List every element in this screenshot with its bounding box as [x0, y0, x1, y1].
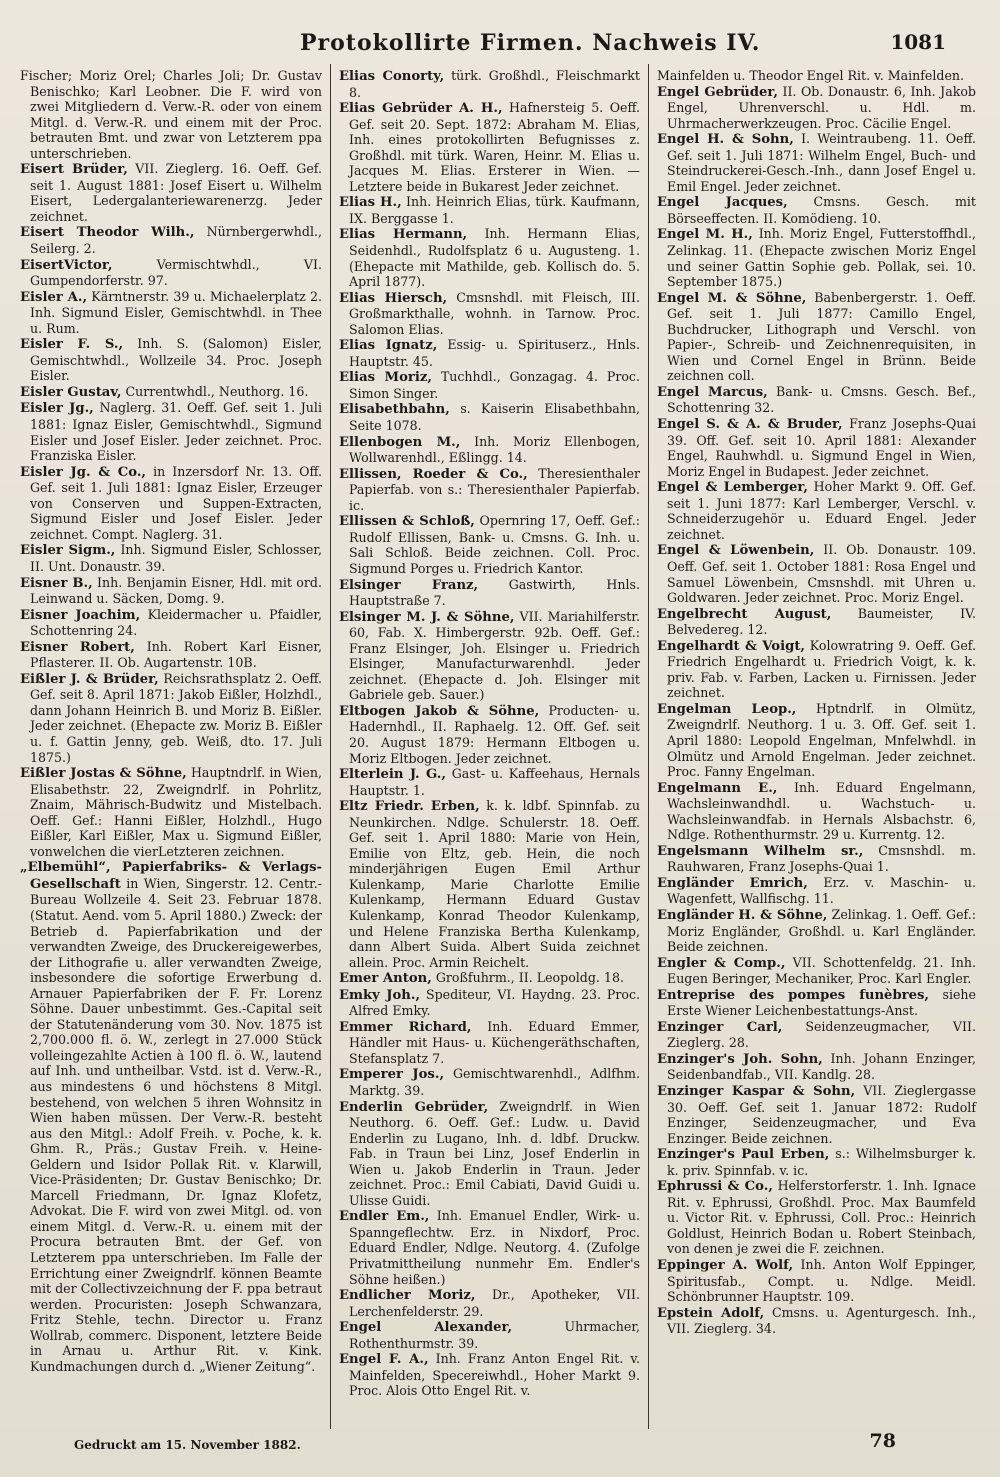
- entry-details: Erz. v. Maschin- u. Wagenfett, Wallfischg. 11.: [667, 874, 976, 907]
- directory-entry: [339, 1287, 640, 1319]
- entry-details: Kärntnerstr. 39 u. Michaelerplatz 2. Inh. Sigmund Eisler, Gemischtwhdl. in Thee u. Rum.: [30, 288, 322, 336]
- entry-details: Inh. S. (Salomon) Eisler, Gemischtwhdl., Wollzeile 34. Proc. Joseph Eisler.: [30, 336, 322, 384]
- entry-details: Essig- u. Spirituserz., Hnls. Hauptstr. 45.: [349, 337, 640, 369]
- firm-name: Elisabethbahn,: [339, 402, 450, 418]
- firm-name: Elias Hermann,: [339, 227, 468, 243]
- firm-name: Engler & Comp.,: [657, 955, 786, 971]
- directory-entry: [20, 289, 322, 337]
- entry-details: Hafnersteig 5. Oeff. Gef. seit 20. Sept. 1872: Abraham M. Elias, Inh. eines protokollirten Befugnisses z. Großhdl. mit türk. Waren, Heinr. M. Elias u. Jacques M. Elias. Ersterer in Wien. — Letztere beide in Bukarest Jeder zeichnet.: [349, 100, 640, 194]
- firm-name: Elsinger M. J. & Söhne,: [339, 609, 515, 625]
- firm-name: Ellissen & Schloß,: [339, 514, 475, 530]
- entry-details: Baumeister, IV. Belvedereg. 12.: [667, 605, 976, 638]
- entry-details: Inh. Franz Anton Engel Rit. v. Mainfelden, Specereiwhdl., Hoher Markt 9. Proc. Alois Otto Engel Rit. v.: [349, 1351, 641, 1399]
- firm-name: Engelman Leop.,: [657, 701, 797, 717]
- directory-entry: [657, 1019, 976, 1051]
- firm-name: Engelhardt & Voigt,: [657, 638, 806, 654]
- firm-name: Enderlin Gebrüder,: [339, 1099, 489, 1115]
- text-columns: [10, 64, 990, 1429]
- firm-name: Eisler Jg.,: [20, 401, 94, 417]
- firm-name: Engel F. A.,: [339, 1352, 429, 1368]
- firm-name: Eisert Theodor Wilh.,: [20, 225, 195, 241]
- directory-entry: [339, 290, 640, 338]
- directory-entry: [657, 987, 976, 1019]
- entry-details: Hoher Markt 9. Off. Gef. seit 1. Juni 1877: Karl Lemberger, Verschl. v. Schneiderzugehör u. Eduard Engel. Jeder zeichnet.: [667, 479, 976, 542]
- firm-name: Elterlein J. G.,: [339, 767, 446, 783]
- directory-entry: [20, 765, 322, 859]
- entry-details: Tuchhdl., Gonzagag. 4. Proc. Simon Singer.: [349, 369, 640, 401]
- firm-name: Eißler Jostas & Söhne,: [20, 766, 187, 782]
- firm-name: Eltz Friedr. Erben,: [339, 799, 480, 815]
- directory-entry: [339, 194, 640, 226]
- entry-details: Zelinkag. 1. Oeff. Gef.: Moriz Engländer, Großhdl. u. Karl Engländer. Beide zeichnen.: [667, 906, 976, 955]
- firm-name: Endler Em.,: [339, 1209, 430, 1225]
- directory-entry: [657, 384, 976, 416]
- entry-details: Theresienthaler Papierfab. von s.: Theresienthaler Papierfab. ic.: [349, 465, 640, 513]
- directory-entry: [657, 84, 976, 132]
- entry-details: Inh. Heinrich Elias, türk. Kaufmann, IX. Berggasse 1.: [349, 194, 640, 226]
- directory-entry: [20, 575, 322, 607]
- firm-name: Entreprise des pompes funèbres,: [657, 987, 930, 1003]
- firm-name: Eisner Joachim,: [20, 607, 141, 623]
- firm-name: Engel S. & A. & Bruder,: [657, 417, 843, 433]
- firm-name: Engel Alexander,: [339, 1320, 513, 1336]
- entry-details: Mainfelden u. Theodor Engel Rit. v. Mainfelden.: [657, 68, 965, 83]
- firm-name: Elias Moriz,: [339, 370, 432, 386]
- entry-details: s.: Wilhelmsburger k. k. priv. Spinnfab. v. ic.: [667, 1146, 976, 1178]
- entry-details: Cmsnshdl. mit Fleisch, III. Großmarkthalle, wohnh. in Tarnow. Proc. Salomon Elias.: [349, 289, 640, 337]
- firm-name: Engelmann E.,: [657, 780, 778, 796]
- firm-name: Engländer H. & Söhne,: [657, 907, 828, 923]
- firm-name: Emky Joh.,: [339, 987, 421, 1003]
- directory-entry: [339, 1351, 640, 1399]
- firm-name: Ellenbogen M.,: [339, 434, 461, 450]
- firm-name: Engel Jacques,: [657, 195, 788, 211]
- entry-details: siehe Erste Wiener Leichenbestattungs-Anst.: [667, 986, 976, 1019]
- firm-name: Epstein Adolf,: [657, 1305, 765, 1321]
- entry-details: Vermischtwhdl., VI. Gumpendorferstr. 97.: [30, 256, 322, 289]
- directory-entry: [339, 401, 640, 433]
- entry-details: Producten- u. Hadernhdl., II. Raphaelg. 12. Off. Gef. seit 20. August 1879: Hermann Eltbogen u. Moriz Eltbogen. Jeder zeichnet.: [349, 702, 640, 766]
- directory-entry: [339, 100, 640, 194]
- directory-entry: [657, 955, 976, 987]
- directory-entry: [20, 400, 322, 463]
- entry-details: Cmsnshdl. m. Rauhwaren, Franz Josephs-Quai 1.: [667, 842, 976, 875]
- entry-details: Franz Josephs-Quai 39. Off. Gef. seit 10. April 1881: Alexander Engel, Rauhwhdl. u. Sigmund Engel in Wien, Moriz Engel in Budapest. Jeder zeichnet.: [667, 416, 976, 479]
- directory-entry: [657, 1051, 976, 1083]
- firm-name: Eisler Jg. & Co.,: [20, 464, 147, 480]
- firm-name: Eisler Gustav,: [20, 384, 122, 400]
- firm-name: Engel & Löwenbein,: [657, 543, 815, 559]
- entry-details: Gemischtwarenhdl., Adlfhm. Marktg. 39.: [349, 1066, 641, 1098]
- entry-details: Inh. Robert Karl Eisner, Pflasterer. II. Ob. Augartenstr. 10B.: [30, 638, 322, 671]
- firm-name: Engel H. & Sohn,: [657, 132, 794, 148]
- entry-details: türk. Großhdl., Fleischmarkt 8.: [349, 68, 640, 100]
- entry-details: VII. Schottenfeldg. 21. Inh. Eugen Beringer, Mechaniker, Proc. Karl Engler.: [667, 954, 976, 987]
- firm-name: Enzinger's Joh. Sohn,: [657, 1051, 823, 1067]
- column-3: [648, 64, 990, 1429]
- firm-name: Eisert Brüder,: [20, 162, 128, 178]
- print-date: Gedruckt am 15. November 1882.: [74, 1438, 301, 1452]
- directory-entry: [20, 464, 322, 543]
- directory-entry: [657, 542, 976, 605]
- directory-entry: [339, 466, 640, 514]
- running-title: Protokollirte Firmen. Nachweis IV.: [300, 30, 761, 56]
- directory-entry: [339, 577, 640, 609]
- firm-name: Elias H.,: [339, 195, 402, 211]
- column-2: [330, 64, 648, 1429]
- sheet-number: 78: [869, 1430, 896, 1452]
- entry-details: Cmsns. u. Agenturgesch. Inh., VII. Zieglerg. 34.: [667, 1304, 976, 1337]
- entry-details: Helferstorferstr. 1. Inh. Ignace Rit. v. Ephrussi, Großhdl. Proc. Max Baumfeld u. Victor Rit. v. Ephrussi, Coll. Proc.: Heinrich Goldlust, Heinrich Bodan u. Robert Steinbach, von denen je zwei die F. zeichnen.: [667, 1178, 976, 1257]
- entry-details: Naglerg. 31. Oeff. Gef. seit 1. Juli 1881: Ignaz Eisler, Gemischtwhdl., Sigmund Eisler und Josef Eisler. Jeder zeichnet. Proc. Franziska Eisler.: [30, 400, 322, 464]
- entry-details: Nürnbergerwhdl., Seilerg. 2.: [30, 224, 322, 257]
- directory-entry: [339, 434, 640, 466]
- entry-details: Fischer; Moriz Orel; Charles Joli; Dr. Gustav Benischko; Karl Leobner. Die F. wird von zwei Mitgliedern d. Verw.-R. oder von einem Mitgl. d. Verw.-R. und einem mit der Proc. betrauten Bmt. und zwar von Letzterem ppa unterschrieben.: [20, 68, 322, 161]
- firm-name: Engel & Lemberger,: [657, 480, 808, 496]
- directory-entry: [339, 1208, 640, 1287]
- directory-entry: [339, 970, 640, 987]
- directory-entry: [20, 384, 322, 401]
- entry-details: Gastwirth, Hnls. Hauptstraße 7.: [349, 576, 640, 609]
- entry-details: Großfuhrm., II. Leopoldg. 18.: [435, 970, 624, 986]
- directory-entry: [339, 337, 640, 369]
- firm-name: Elias Ignatz,: [339, 338, 438, 354]
- entry-details: Babenbergerstr. 1. Oeff. Gef. seit 1. Juli 1877: Camillo Engel, Buchdrucker, Lithograph und Verschl. von Papier-, Schreib- und Zeichnenrequisiten, in Wien und Cornel Engel in Brünn. Beide zeichnen coll.: [667, 289, 976, 384]
- directory-entry: [339, 798, 640, 970]
- directory-entry: [339, 1066, 640, 1098]
- entry-details: Dr., Apotheker, VII. Lerchenfelderstr. 29.: [349, 1287, 640, 1319]
- entry-details: Uhrmacher, Rothenthurmstr. 39.: [349, 1319, 640, 1351]
- firm-name: Emperer Jos.,: [339, 1067, 445, 1083]
- directory-entry: [339, 226, 640, 289]
- firm-name: Engelbrecht August,: [657, 606, 832, 622]
- entry-details: I. Weintraubeng. 11. Oeff. Gef. seit 1. Juli 1871: Wilhelm Engel, Buch- und Steindruckerei-Gesch.-Inh., dann Josef Engel u. Emil Engel. Jeder zeichnet.: [667, 131, 976, 194]
- directory-entry: [20, 542, 322, 574]
- entry-details: k. k. ldbf. Spinnfab. zu Neunkirchen. Ndlge. Schulerstr. 18. Oeff. Gef. seit 1. April 1880: Marie von Hein, Emilie von Eltz, geb. Hein, die noch minderjährigen Eugen Emil Arthur Kulenkamp, Marie Charlotte Emilie Kulenkamp, Hermann Eduard Gustav Kulenkamp, Konrad Theodor Kulenkamp, und Helene Franziska Bertha Kulenkamp, dann Albert Suida. Albert Suida zeichnet allein. Proc. Armin Reichelt.: [349, 798, 640, 970]
- firm-name: Eisler A.,: [20, 289, 88, 305]
- firm-name: Endlicher Moriz,: [339, 1288, 476, 1304]
- entry-details: VII. Mariahilferstr. 60, Fab. X. Himbergerstr. 92b. Oeff. Gef.: Franz Elsinger, Joh. Elsinger u. Friedrich Elsinger, Manufacturwarenhdl. Jeder zeichnet. (Ehepacte d. Joh. Elsinger mit Gabriele geb. Sauer.): [349, 608, 640, 703]
- firm-name: Elsinger Franz,: [339, 577, 479, 593]
- entry-details: Inh. Anton Wolf Eppinger, Spiritusfab., Compt. u. Ndlge. Meidl. Schönbrunner Hauptstr. 109.: [667, 1257, 976, 1305]
- firm-name: Enzinger Kaspar & Sohn,: [657, 1084, 856, 1099]
- directory-entry: [339, 766, 640, 798]
- directory-entry: [20, 68, 322, 161]
- firm-name: EisertVictor,: [20, 257, 113, 273]
- directory-entry: [657, 1257, 976, 1305]
- directory-entry: [657, 1305, 976, 1337]
- entry-details: Inh. Hermann Elias, Seidenhdl., Rudolfsplatz 6 u. Augusteng. 1. (Ehepacte mit Mathilde, geb. Kollisch do. 5. April 1877).: [349, 226, 640, 290]
- entry-details: Kleidermacher u. Pfaidler, Schottenring 24.: [30, 606, 322, 639]
- directory-entry: [657, 290, 976, 384]
- firm-name: Enzinger Carl,: [657, 1019, 783, 1035]
- directory-entry: [657, 606, 976, 638]
- firm-name: Engel Marcus,: [657, 384, 768, 400]
- directory-entry: [20, 224, 322, 256]
- entry-details: VII. Zieglergasse 30. Oeff. Gef. seit 1. Januar 1872: Rudolf Enzinger, Seidenzeugmacher, und Eva Enzinger. Beide zeichnen.: [667, 1083, 976, 1146]
- directory-entry: [339, 1019, 640, 1067]
- directory-entry: [657, 194, 976, 226]
- entry-details: VII. Zieglerg. 16. Oeff. Gef. seit 1. August 1881: Josef Eisert u. Wilhelm Eisert, Ledergalanteriewarenerzg. Jeder zeichnet.: [30, 161, 322, 224]
- firm-name: Engel M. & Söhne,: [657, 290, 807, 306]
- entry-details: Inh. Johann Enzinger, Seidenbandfab., VII. Kandlg. 28.: [667, 1050, 976, 1083]
- directory-entry: [20, 336, 322, 384]
- firm-name: Enzinger's Paul Erben,: [657, 1147, 830, 1163]
- entry-details: Kolowratring 9. Oeff. Gef. Friedrich Engelhardt u. Friedrich Voigt, k. k. priv. Fab. v. Farben, Lacken u. Firnissen. Jeder zeichnet.: [667, 637, 976, 701]
- firm-name: Elias Conorty,: [339, 69, 445, 84]
- entry-details: Spediteur, VI. Haydng. 23. Proc. Alfred Emky.: [349, 986, 640, 1019]
- firm-name: Engel Gebrüder,: [657, 84, 778, 100]
- directory-entry: [657, 1083, 976, 1146]
- directory-entry: [657, 1178, 976, 1257]
- firm-name: Elias Hiersch,: [339, 290, 448, 306]
- entry-details: Inh. Moriz Ellenbogen, Wollwarenhdl., Eßlingg. 14.: [349, 433, 640, 466]
- firm-name: Ephrussi & Co.,: [657, 1179, 773, 1195]
- entry-details: Reichsrathsplatz 2. Oeff. Gef. seit 8. April 1871: Jakob Eißler, Holzhdl., dann Johann Heinrich B. und Moriz B. Eißler. Jeder zeichnet. (Ehepacte zw. Moriz B. Eißler u. f. Gattin Jenny, geb. Weiß, dto. 17. Juli 1875.): [30, 670, 322, 765]
- directory-entry: [657, 843, 976, 875]
- entry-details: Cmsns. Gesch. mit Börseeffecten. II. Komödieng. 10.: [667, 194, 976, 226]
- entry-details: Hauptndrlf. in Wien, Elisabethstr. 22, Zweigndrlf. in Pohrlitz, Znaim, Mährisch-Budwitz und Mistelbach. Oeff. Gef.: Hanni Eißler, Holzhdl., Hugo Eißler, Karl Eißler, Max u. Sigmund Eißler, vonwelchen die vierLetzteren zeichnen.: [30, 765, 322, 859]
- page-footer: [0, 1428, 1000, 1468]
- firm-name: Emer Anton,: [339, 971, 432, 987]
- entry-details: Currentwhdl., Neuthorg. 16.: [125, 383, 309, 399]
- firm-name: Eltbogen Jakob & Söhne,: [339, 703, 540, 719]
- column-1: [10, 64, 330, 1429]
- page-header: [0, 26, 1000, 66]
- directory-entry: [657, 131, 976, 194]
- firm-name: Elias Gebrüder A. H.,: [339, 101, 503, 117]
- firm-name: Eisner B.,: [20, 575, 93, 591]
- firm-name: Eißler J. & Brüder,: [20, 671, 159, 687]
- directory-entry: [657, 416, 976, 479]
- firm-name: Engel M. H.,: [657, 227, 753, 243]
- directory-entry: [20, 607, 322, 639]
- directory-entry: [657, 701, 976, 780]
- directory-entry: [657, 68, 976, 84]
- entry-details: Inh. Emanuel Endler, Wirk- u. Spanngeflechtw. Erz. in Nixdorf, Proc. Eduard Endler, Ndlge. Neutorg. 4. (Zufolge Privatmittheilung nunmehr Em. Endler's Söhne heißen.): [349, 1208, 640, 1287]
- firm-name: „Elbemühl“, Papierfabriks- & Verlags-Gesellschaft: [20, 860, 322, 892]
- directory-entry: [339, 513, 640, 576]
- directory-entry: [20, 859, 322, 1374]
- directory-entry: [657, 1146, 976, 1178]
- directory-entry: [20, 257, 322, 289]
- directory-entry: [339, 68, 640, 100]
- entry-details: in Inzersdorf Nr. 13. Off. Gef. seit 1. Juli 1881: Ignaz Eisler, Erzeuger von Conserven und Suppen-Extracten, Sigmund Eisler und Josef Eisler. Jeder zeichnet. Compt. Naglerg. 31.: [30, 463, 322, 542]
- firm-name: Engländer Emrich,: [657, 875, 808, 891]
- entry-details: in Wien, Singerstr. 12. Centr.-Bureau Wollzeile 4. Seit 23. Februar 1878. (Statut. Aend. vom 5. April 1880.) Zweck: der Betrieb d. Papierfabrikation und der verwandten Zweige, des Druckereigewerbes, der Lithografie u. aller verwandten Zweige, insbesondere die sofortige Erwerbung d. Arnauer Papierfabriken der F. Fr. Lorenz Söhne. Dauer unbestimmt. Ges.-Capital seit der Statutenänderung vom 30. Nov. 1875 ist 2,700.000 fl. ö. W., zerlegt in 27.000 Stück volleingezahlte Actien à 100 fl. ö. W., lautend auf Inh. und untheilbar. Vstd. ist d. Verw.-R., aus mindestens 6 und höchstens 8 Mitgl. bestehend, von welchen 5 ihren Wohnsitz in Wien haben müssen. Der Verw.-R. besteht aus den Mitgl.: Adolf Freih. v. Poche, k. k. Ghm. R., Präs.; Gustav Freih. v. Heine-Geldern und Isidor Pollak Rit. v. Klarwill, Vice-Präsidenten; Dr. Gustav Benischko; Dr. Marcell Friedmann, Dr. Ignaz Klofetz, Advokat. Die F. wird von zwei Mitgl. od. von einem Mitgl. d. Verw.-R. u. einem mit der Procura betrauten Bmt. der Gef. von Letzterem ppa unterschrieben. Im Falle der Errichtung einer Zweigndrlf. können Beamte mit der Collectivzeichnung der F. ppa betraut werden. Procuristen: Joseph Schwanzara, Fritz Stehle, techn. Director u. Franz Wollrab, commerc. Disponent, letztere Beide in Arnau u. Arthur Rit. v. Kink. Kundmachungen durch d. „Wiener Zeitung“.: [30, 875, 322, 1374]
- entry-details: Zweigndrlf. in Wien Neuthorg. 6. Oeff. Gef.: Ludw. u. David Enderlin zu Lugano, Inh. d. ldbf. Druckw. Fab. in Traun bei Linz, Josef Enderlin in Wien u. Jakob Enderlin in Traun. Jeder zeichnet. Proc.: Emil Cabiati, David Guidi u. Ulisse Guidi.: [349, 1098, 641, 1208]
- entry-details: Inh. Moriz Engel, Futterstoffhdl., Zelinkag. 11. (Ehepacte zwischen Moriz Engel und seiner Gattin Sophie geb. Pollak, sei. 10. September 1875.): [667, 226, 976, 290]
- entry-details: Inh. Benjamin Eisner, Hdl. mit ord. Leinwand u. Säcken, Domg. 9.: [30, 574, 322, 607]
- directory-entry: [657, 907, 976, 955]
- directory-entry: [20, 671, 322, 765]
- entry-details: Inh. Eduard Emmer, Händler mit Haus- u. Küchengeräthschaften, Stefansplatz 7.: [349, 1018, 640, 1066]
- page-number: 1081: [890, 30, 946, 54]
- firm-name: Ellissen, Roeder & Co.,: [339, 466, 528, 482]
- firm-name: Eppinger A. Wolf,: [657, 1258, 794, 1274]
- directory-entry: [657, 780, 976, 843]
- entry-details: Opernring 17, Oeff. Gef.: Rudolf Ellissen, Bank- u. Cmsns. G. Inh. u. Sali Schloß. Beide zeichnen. Coll. Proc. Sigmund Porges u. Friedrich Kantor.: [349, 513, 640, 576]
- entry-details: Inh. Sigmund Eisler, Schlosser, II. Unt. Donaustr. 39.: [30, 542, 322, 574]
- directory-entry: [657, 875, 976, 907]
- firm-name: Eisner Robert,: [20, 639, 135, 655]
- directory-entry: [339, 1319, 640, 1351]
- firm-name: Engelsmann Wilhelm sr.,: [657, 843, 864, 859]
- firm-name: Eisler Sigm.,: [20, 543, 116, 559]
- directory-entry: [20, 161, 322, 224]
- directory-entry: [657, 479, 976, 542]
- directory-entry: [657, 226, 976, 289]
- directory-entry: [339, 369, 640, 401]
- directory-entry: [339, 609, 640, 703]
- entry-details: Gast- u. Kaffeehaus, Hernals Hauptstr. 1.: [349, 766, 640, 798]
- entry-details: Bank- u. Cmsns. Gesch. Bef., Schottenring 32.: [667, 383, 976, 416]
- entry-details: II. Ob. Donaustr. 6, Inh. Jakob Engel, Uhrenverschl. u. Hdl. m. Uhrmacherwerkzeugen. Proc. Cäcilie Engel.: [667, 83, 976, 131]
- firm-name: Eisler F. S.,: [20, 337, 124, 353]
- entry-details: II. Ob. Donaustr. 109. Oeff. Gef. seit 1. October 1881: Rosa Engel und Samuel Löwenbein, Cmsnshdl. mit Uhren u. Goldwaren. Jeder zeichnet. Proc. Moriz Engel.: [667, 542, 976, 606]
- directory-entry: [339, 987, 640, 1019]
- directory-entry: [657, 638, 976, 701]
- entry-details: Hptndrlf. in Olmütz, Zweigndrlf. Neuthorg. 1 u. 3. Off. Gef. seit 1. April 1880: Leopold Engelman, Mnfelwhdl. in Olmütz und Arnold Engelman. Jeder zeichnet. Proc. Fanny Engelman.: [667, 700, 976, 780]
- entry-details: Inh. Eduard Engelmann, Wachsleinwandhdl. u. Wachstuch- u. Wachsleinwandfab. in Hernals Alsbachstr. 6, Ndlge. Rothenthurmstr. 29 u. Kurrentg. 12.: [667, 779, 976, 843]
- entry-details: s. Kaiserin Elisabethbahn, Seite 1078.: [349, 401, 640, 434]
- firm-name: Emmer Richard,: [339, 1019, 472, 1035]
- entry-details: Seidenzeugmacher, VII. Zieglerg. 28.: [667, 1018, 976, 1051]
- directory-entry: [339, 703, 640, 766]
- directory-entry: [339, 1099, 640, 1209]
- directory-entry: [20, 639, 322, 671]
